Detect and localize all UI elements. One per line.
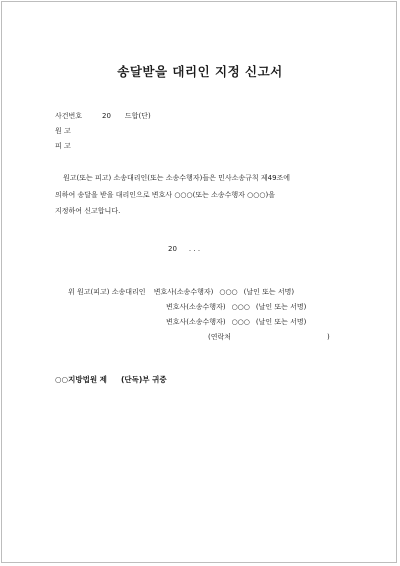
plaintiff-row bbox=[55, 127, 75, 136]
representative-seal: (날인 또는 서명) bbox=[243, 288, 295, 296]
defendant-row bbox=[55, 142, 75, 151]
date-dots: . . . bbox=[188, 245, 201, 253]
contact-close: ) bbox=[327, 333, 330, 341]
signature-lead: 위 원고(피고) 소송대리인 bbox=[68, 288, 146, 296]
representative-role: 변호사(소송수행자) bbox=[153, 288, 214, 296]
contact-row bbox=[208, 333, 330, 342]
court-division: (단독)부 귀중 bbox=[120, 375, 167, 384]
date-year: 20 bbox=[168, 245, 177, 253]
representative-name: ○○○ bbox=[231, 318, 250, 326]
court-name: ○○지방법원 제 bbox=[55, 375, 107, 384]
case-year: 20 bbox=[102, 112, 111, 120]
body-line: 원고(또는 피고) 소송대리인(또는 소송수행자)들은 민사소송규칙 제49조에 bbox=[63, 174, 291, 182]
representative-name: ○○○ bbox=[219, 288, 238, 296]
representative-role: 변호사(소송수행자) bbox=[166, 318, 226, 326]
signature-row bbox=[166, 303, 306, 312]
representative-seal: (날인 또는 서명) bbox=[255, 318, 307, 326]
representative-seal: (날인 또는 서명) bbox=[255, 303, 307, 311]
contact-open: (연락처 bbox=[208, 333, 232, 341]
signature-row bbox=[166, 318, 306, 327]
representative-name: ○○○ bbox=[231, 303, 250, 311]
case-number-row bbox=[55, 112, 151, 121]
representative-role: 변호사(소송수행자) bbox=[166, 303, 226, 311]
case-type: 드합(단) bbox=[124, 112, 151, 120]
defendant-label: 피 고 bbox=[55, 142, 71, 150]
document-title: 송달받을 대리인 지정 신고서 bbox=[117, 64, 283, 79]
body-line: 지정하여 신고합니다. bbox=[55, 207, 121, 215]
signature-row bbox=[68, 288, 294, 297]
body-line: 의하여 송달을 받을 대리인으로 변호사 ○○○(또는 소송수행자 ○○○)을 bbox=[55, 190, 275, 199]
plaintiff-label: 원 고 bbox=[55, 127, 71, 135]
case-number-label: 사건번호 bbox=[55, 112, 83, 120]
date-row bbox=[168, 245, 200, 254]
court-addressee bbox=[55, 375, 167, 384]
body-paragraph bbox=[55, 170, 355, 220]
